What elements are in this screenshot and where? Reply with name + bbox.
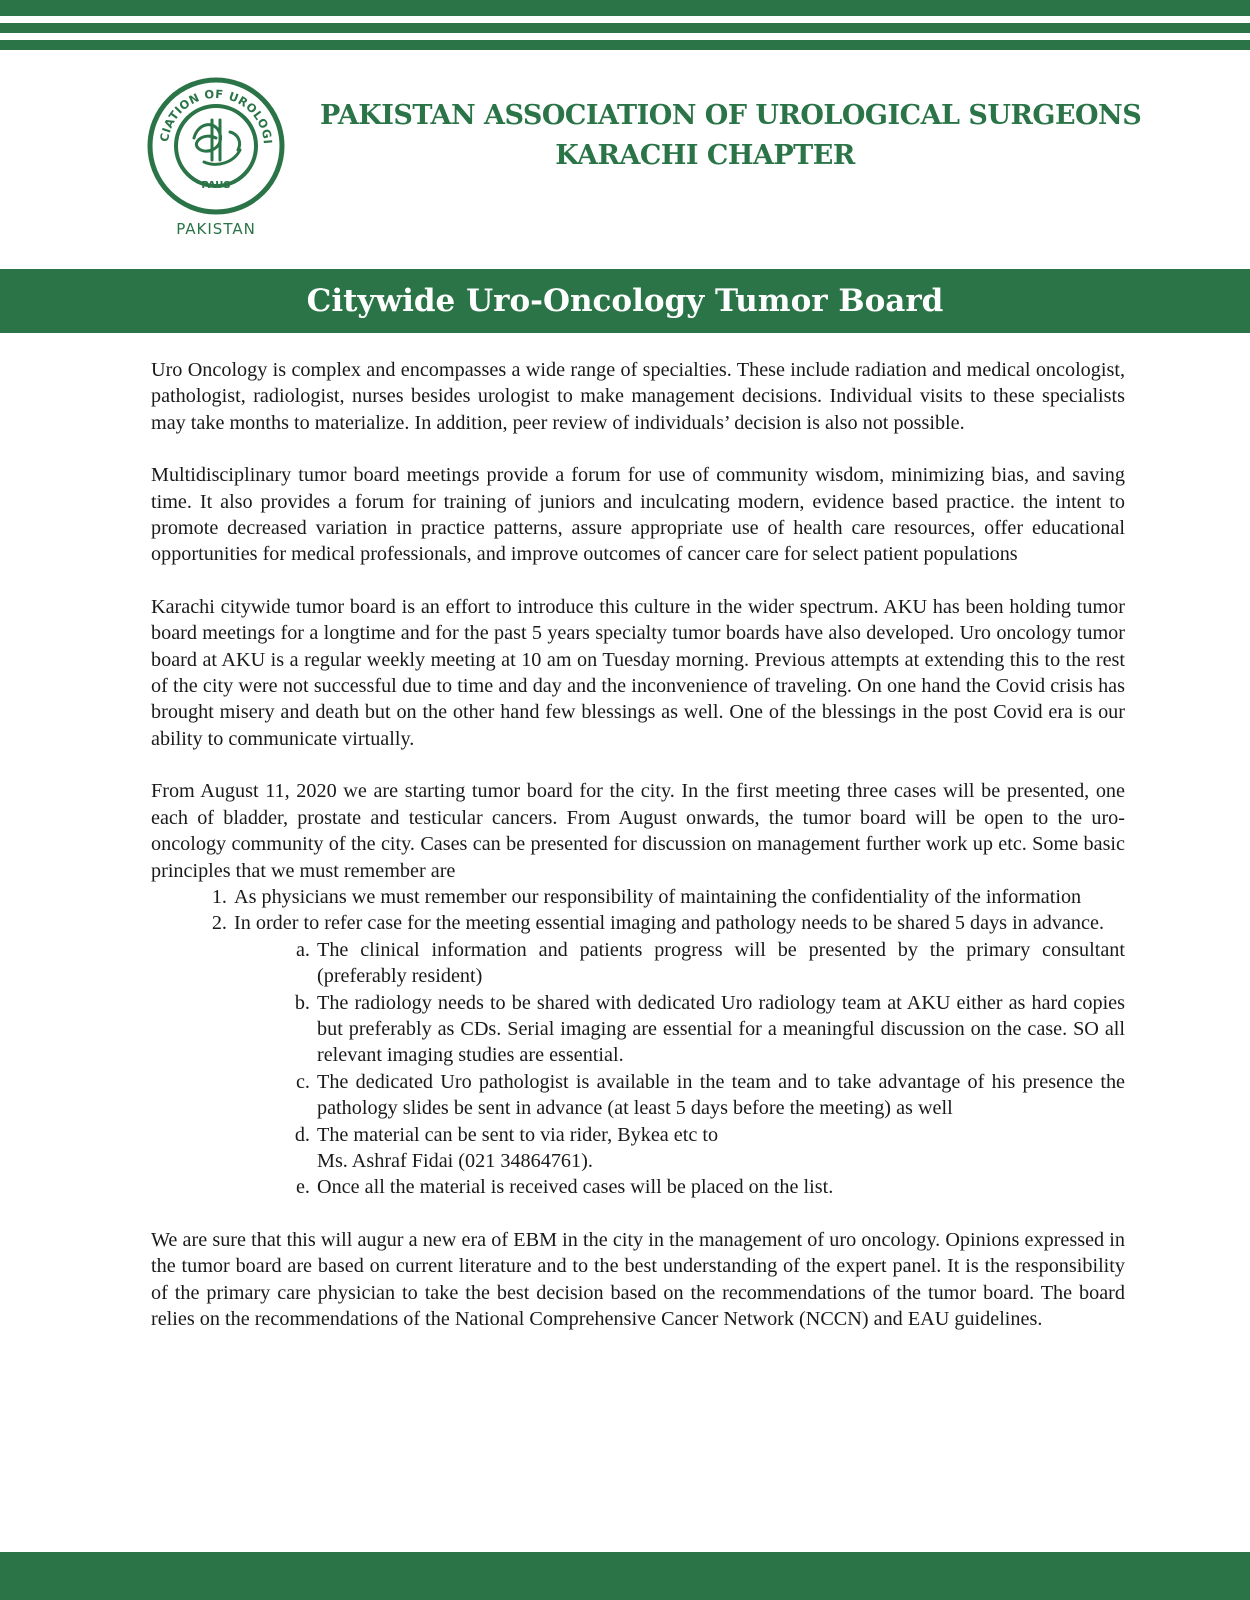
contact-person: Ms. Ashraf Fidai (021 34864761). (317, 1149, 593, 1172)
title-banner (0, 269, 1250, 333)
sub-principle-c: c. The dedicated Uro pathologist is available in the team and to take advantage of his presence the pathology slides be sent in advance (at least 5 days before the meeting) as well (315, 1069, 1125, 1122)
top-stripe-1 (0, 0, 1250, 16)
document-body (151, 357, 1125, 1358)
paragraph-karachi: Karachi citywide tumor board is an effort to introduce this culture in the wider spectrum. AKU has been holding tumor board meetings for a longtime and for the past 5 years specialty tumor boards have also developed. Uro oncology tumor board at AKU is a regular weekly meeting at 10 am on Tuesday morning. Previous attempts at extending this to the rest of the city were not successful due to time and day and the inconvenience of traveling. On one hand the Covid crisis has brought misery and death but on the other hand few blessings as well. One of the blessings in the post Covid era is our ability to communicate virtually. (151, 595, 1125, 750)
footer-bar (0, 1552, 1250, 1600)
logo-ring-text: CIATION OF UROLOGI (157, 86, 276, 145)
page-title: Citywide Uro-Oncology Tumor Board (306, 283, 944, 319)
paus-emblem-icon (146, 76, 286, 246)
principle-text: In order to refer case for the meeting essential imaging and pathology needs to be shared 5 days in advance. (234, 912, 1104, 935)
delivery-instructions: d. The material can be sent to via rider, Bykea etc to (317, 1123, 719, 1146)
calligraphy-mark (194, 120, 240, 164)
sub-principle-b: b. The radiology needs to be shared with dedicated Uro radiology team at AKU either as hard copies but preferably as CDs. Serial imaging are essential for a meaningful discussion on the case. SO all relevant imaging studies are essential. (315, 990, 1125, 1069)
principle-item (232, 884, 1125, 910)
organization-heading (320, 96, 1142, 176)
paragraph-august: From August 11, 2020 we are starting tumor board for the city. In the first meeting three cases will be presented, one each of bladder, prostate and testicular cancers. From August onwards, the tumor board will be open to the uro-oncology community of the city. Cases can be presented for discussion on management further work up etc. Some basic principles that we must remember are (151, 780, 1125, 882)
paragraph-multidisciplinary: Multidisciplinary tumor board meetings provide a forum for use of community wisdom, minimizing bias, and saving time. It also provides a forum for training of juniors and inculcating modern, evidence based practice. the intent to promote decreased variation in practice patterns, assure appropriate use of health care resources, offer educational opportunities for medical professionals, and improve outcomes of cancer care for select patient populations (151, 464, 1125, 566)
paragraph-intro: Uro Oncology is complex and encompasses a wide range of specialties. These include radiation and medical oncologist, pathologist, radiologist, nurses besides urologist to make management decisions. Individual visits to these specialists may take months to materialize. In addition, peer review of individuals’ decision is also not possible. (151, 359, 1125, 434)
organization-name: PAKISTAN ASSOCIATION OF UROLOGICAL SURGEONS (320, 100, 1142, 131)
top-stripe-3 (0, 40, 1250, 50)
principle-item (232, 910, 1125, 1200)
logo-center-text: PAUS (201, 180, 231, 191)
principles-list (151, 884, 1125, 1201)
sub-principle-e: e. Once all the material is received cases will be placed on the list. (315, 1174, 1125, 1200)
logo-country: PAKISTAN (176, 220, 256, 238)
sub-principles-list (234, 937, 1125, 1201)
top-stripe-2 (0, 23, 1250, 33)
sub-principle-d (315, 1122, 1125, 1175)
chapter-name: KARACHI CHAPTER (555, 140, 855, 171)
paragraph-closing: We are sure that this will augur a new era of EBM in the city in the management of uro oncology. Opinions expressed in the tumor board are based on current literature and to the best understanding of the expert panel. It is the responsibility of the primary care physician to take the best decision based on the recommendations of the tumor board. The board relies on the recommendations of the National Comprehensive Cancer Network (NCCN) and EAU guidelines. (151, 1228, 1125, 1330)
principle-text: As physicians we must remember our responsibility of maintaining the confidentiality of the information (234, 885, 1082, 908)
paus-logo (146, 76, 286, 246)
sub-principle-a: a. The clinical information and patients progress will be presented by the primary consultant (preferably resident) (315, 937, 1125, 990)
